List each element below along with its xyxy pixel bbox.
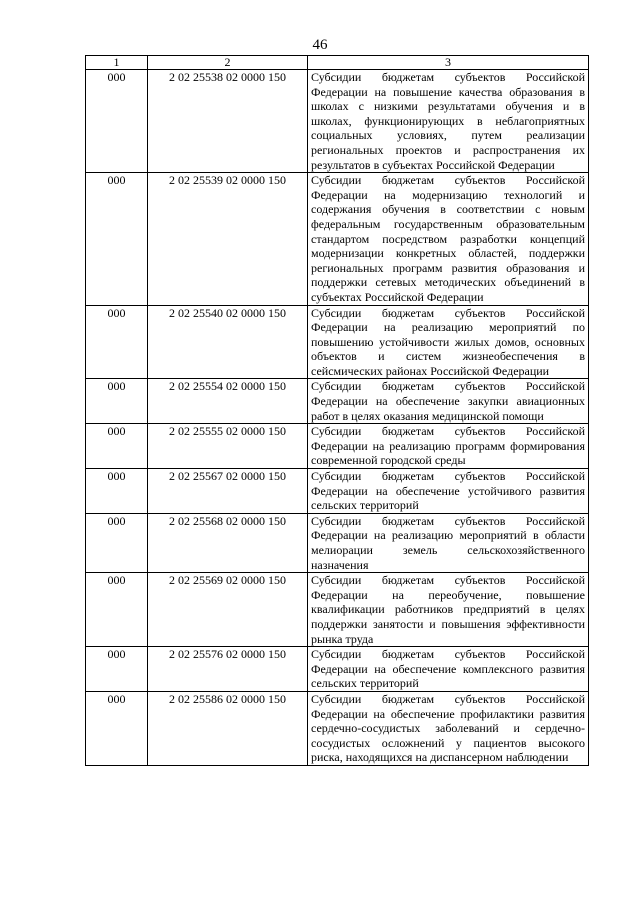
admin-code-cell: 000	[86, 691, 148, 765]
description-cell: Субсидии бюджетам субъектов Российской Федерации на обеспечение комплексного развития сельских территорий	[308, 647, 589, 692]
table-row	[86, 647, 589, 692]
budget-code-cell: 2 02 25568 02 0000 150	[148, 513, 308, 572]
admin-code-cell: 000	[86, 173, 148, 305]
budget-code-cell: 2 02 25540 02 0000 150	[148, 305, 308, 379]
page-number: 46	[312, 37, 328, 53]
description-cell: Субсидии бюджетам субъектов Российской Федерации на реализацию мероприятий в области мелиорации земель сельскохозяйственного назначения	[308, 513, 589, 572]
table-row	[86, 469, 589, 514]
admin-code-cell: 000	[86, 513, 148, 572]
description-cell: Субсидии бюджетам субъектов Российской Федерации на обеспечение устойчивого развития сельских территорий	[308, 469, 589, 514]
table-row	[86, 424, 589, 469]
budget-code-cell: 2 02 25569 02 0000 150	[148, 573, 308, 647]
column-header-2: 2	[148, 56, 308, 70]
budget-code-cell: 2 02 25539 02 0000 150	[148, 173, 308, 305]
admin-code-cell: 000	[86, 379, 148, 424]
description-cell: Субсидии бюджетам субъектов Российской Федерации на переобучение, повышение квалификации работников предприятий в целях поддержки занятости и повышения эффективности рынка труда	[308, 573, 589, 647]
description-cell: Субсидии бюджетам субъектов Российской Федерации на повышение качества образования в школах с низкими результатами обучения и в школах, функционирующих в неблагоприятных социальных условиях, путем реализации региональных проектов и распространения их результатов в субъектах Российской Федерации	[308, 70, 589, 173]
budget-code-cell: 2 02 25586 02 0000 150	[148, 691, 308, 765]
description-cell: Субсидии бюджетам субъектов Российской Федерации на реализацию мероприятий по повышению устойчивости жилых домов, основных объектов и систем жизнеобеспечения в сейсмических районах Российской Федерации	[308, 305, 589, 379]
description-cell: Субсидии бюджетам субъектов Российской Федерации на обеспечение закупки авиационных работ в целях оказания медицинской помощи	[308, 379, 589, 424]
admin-code-cell: 000	[86, 469, 148, 514]
table-row	[86, 70, 589, 173]
column-header-3: 3	[308, 56, 589, 70]
budget-code-table	[85, 55, 589, 766]
budget-code-cell: 2 02 25567 02 0000 150	[148, 469, 308, 514]
table-row	[86, 573, 589, 647]
table-body	[86, 70, 589, 766]
admin-code-cell: 000	[86, 573, 148, 647]
table-row	[86, 379, 589, 424]
budget-code-cell: 2 02 25554 02 0000 150	[148, 379, 308, 424]
description-cell: Субсидии бюджетам субъектов Российской Федерации на обеспечение профилактики развития сердечно-сосудистых заболеваний и сердечно-сосудистых осложнений у пациентов высокого риска, находящихся на диспансерном наблюдении	[308, 691, 589, 765]
admin-code-cell: 000	[86, 647, 148, 692]
table-row	[86, 513, 589, 572]
budget-code-cell: 2 02 25576 02 0000 150	[148, 647, 308, 692]
budget-code-cell: 2 02 25555 02 0000 150	[148, 424, 308, 469]
admin-code-cell: 000	[86, 305, 148, 379]
admin-code-cell: 000	[86, 424, 148, 469]
table-row	[86, 305, 589, 379]
admin-code-cell: 000	[86, 70, 148, 173]
budget-code-cell: 2 02 25538 02 0000 150	[148, 70, 308, 173]
table-row	[86, 173, 589, 305]
column-header-1: 1	[86, 56, 148, 70]
table-header-row	[86, 56, 589, 70]
description-cell: Субсидии бюджетам субъектов Российской Федерации на реализацию программ формирования современной городской среды	[308, 424, 589, 469]
table-row	[86, 691, 589, 765]
description-cell: Субсидии бюджетам субъектов Российской Федерации на модернизацию технологий и содержания обучения в соответствии с новым федеральным государственным образовательным стандартом посредством разработки концепций модернизации конкретных областей, поддержки региональных программ развития образования и поддержки сетевых методических объединений в субъектах Российской Федерации	[308, 173, 589, 305]
